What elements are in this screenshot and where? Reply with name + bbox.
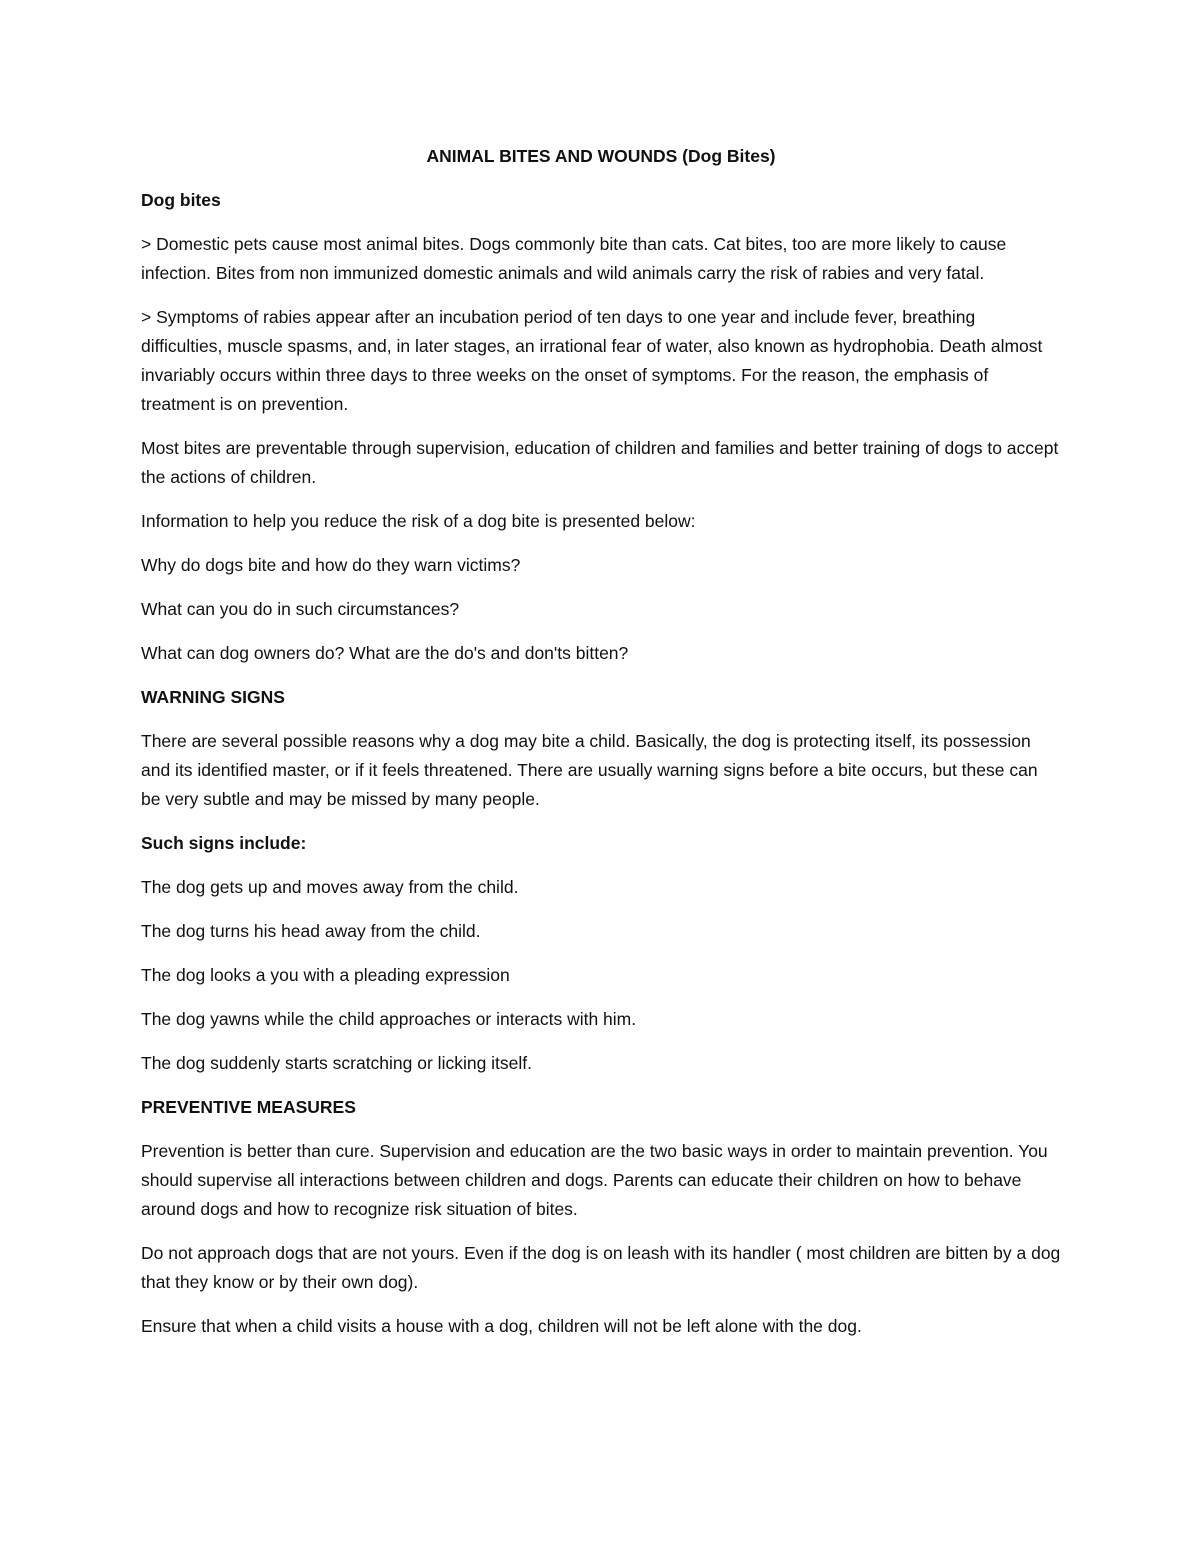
sign-item: The dog gets up and moves away from the child. xyxy=(141,877,519,897)
subheading-such-signs: Such signs include: xyxy=(141,833,307,853)
document-body xyxy=(141,142,1061,1356)
paragraph-domestic-pets: > Domestic pets cause most animal bites. Dogs commonly bite than cats. Cat bites, too are more likely to cause infection. Bites from non immunized domestic animals and wild animals carry the risk of rabies and very fatal. xyxy=(141,234,1007,283)
paragraph-preventable-bites: Most bites are preventable through supervision, education of children and families and better training of dogs to accept the actions of children. xyxy=(141,438,1059,487)
section-heading-preventive-measures: PREVENTIVE MEASURES xyxy=(141,1097,356,1117)
paragraph-do-not-approach: Do not approach dogs that are not yours. Even if the dog is on leash with its handler ( most children are bitten by a dog that they know or by their own dog). xyxy=(141,1243,1061,1292)
paragraph-ensure-supervision: Ensure that when a child visits a house with a dog, children will not be left alone with the dog. xyxy=(141,1316,862,1336)
document-title: ANIMAL BITES AND WOUNDS (Dog Bites) xyxy=(426,146,776,166)
question-what-can-you-do: What can you do in such circumstances? xyxy=(141,599,460,619)
sign-item: The dog turns his head away from the child. xyxy=(141,921,481,941)
section-heading-warning-signs: WARNING SIGNS xyxy=(141,687,285,707)
question-why-bite: Why do dogs bite and how do they warn victims? xyxy=(141,555,521,575)
sign-item: The dog yawns while the child approaches or interacts with him. xyxy=(141,1009,637,1029)
paragraph-prevention: Prevention is better than cure. Supervision and education are the two basic ways in order to maintain prevention. You should supervise all interactions between children and dogs. Parents can educate their children on how to behave around dogs and how to recognize risk situation of bites. xyxy=(141,1141,1048,1219)
paragraph-reasons-bite: There are several possible reasons why a dog may bite a child. Basically, the dog is protecting itself, its possession and its identified master, or if it feels threatened. There are usually warning signs before a bite occurs, but these can be very subtle and may be missed by many people. xyxy=(141,731,1038,809)
sign-item: The dog looks a you with a pleading expression xyxy=(141,965,510,985)
section-heading-dog-bites: Dog bites xyxy=(141,190,221,210)
paragraph-rabies-symptoms: > Symptoms of rabies appear after an incubation period of ten days to one year and include fever, breathing difficulties, muscle spasms, and, in later stages, an irrational fear of water, also known as hydrophobia. Death almost invariably occurs within three days to three weeks on the onset of symptoms. For the reason, the emphasis of treatment is on prevention. xyxy=(141,307,1043,414)
sign-item: The dog suddenly starts scratching or licking itself. xyxy=(141,1053,533,1073)
paragraph-information-intro: Information to help you reduce the risk of a dog bite is presented below: xyxy=(141,511,696,531)
question-dog-owners: What can dog owners do? What are the do's and don'ts bitten? xyxy=(141,643,629,663)
